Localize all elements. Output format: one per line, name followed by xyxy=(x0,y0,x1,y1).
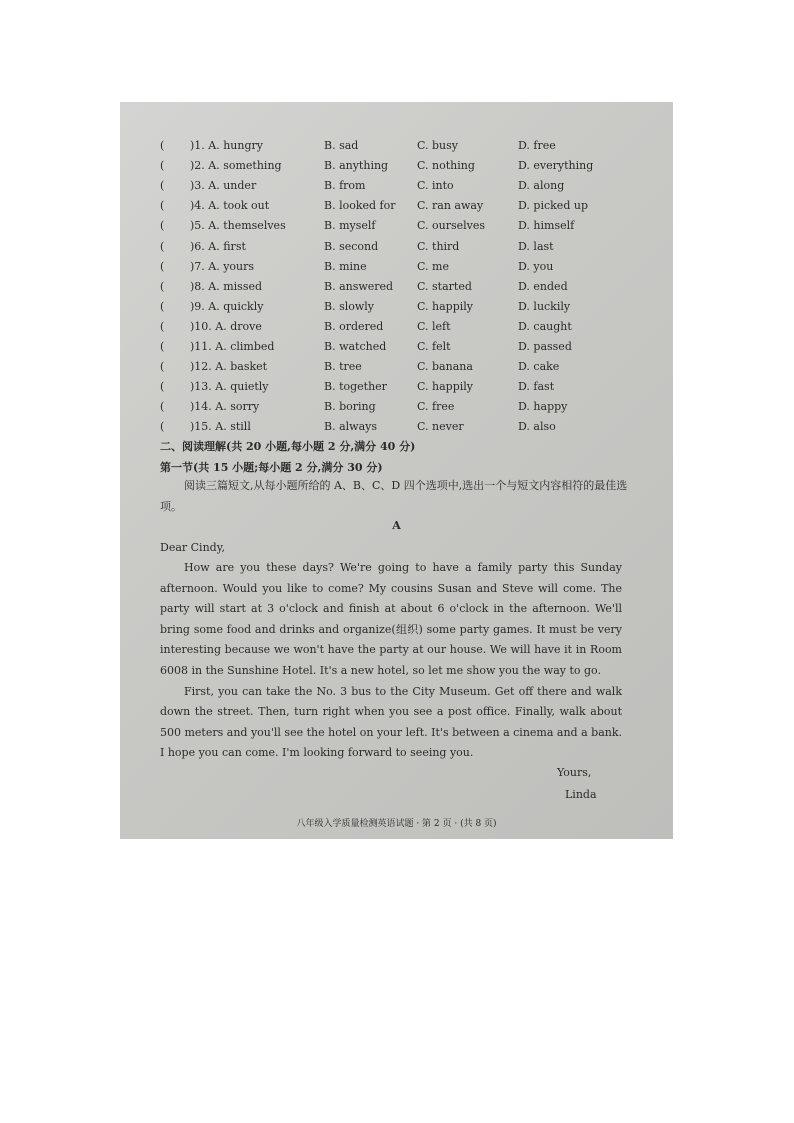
option-a: )3. A. under xyxy=(190,179,257,193)
answer-paren: ( xyxy=(160,199,165,213)
option-d: D. caught xyxy=(518,319,572,333)
option-b: B. watched xyxy=(324,340,387,353)
question-row xyxy=(160,159,640,179)
option-a: )14. A. sorry xyxy=(190,400,260,414)
option-d: D. luckily xyxy=(518,299,571,313)
option-a: )7. A. yours xyxy=(190,259,255,273)
answer-paren: ( xyxy=(160,139,165,152)
question-row xyxy=(160,400,640,420)
option-b: B. together xyxy=(324,380,387,394)
option-a: )6. A. first xyxy=(190,239,246,253)
answer-paren: ( xyxy=(160,279,165,293)
answer-paren: ( xyxy=(160,420,165,434)
letter-signature: Linda xyxy=(565,788,597,801)
document-photo xyxy=(120,102,673,839)
letter-salutation: Dear Cindy, xyxy=(160,541,225,554)
option-b: B. myself xyxy=(324,219,376,233)
option-c: C. left xyxy=(417,319,451,333)
option-c: C. into xyxy=(417,179,454,193)
option-d: D. last xyxy=(518,239,554,253)
option-a: )9. A. quickly xyxy=(190,299,264,313)
option-b: B. second xyxy=(324,239,379,253)
option-c: C. banana xyxy=(417,360,473,374)
question-row xyxy=(160,300,640,320)
question-row xyxy=(160,380,640,400)
option-b: B. tree xyxy=(324,360,362,374)
page-footer: 八年级入学质量检测英语试题 · 第 2 页 · (共 8 页) xyxy=(296,819,497,829)
option-d: D. himself xyxy=(518,219,575,233)
question-row xyxy=(160,260,640,280)
option-a: )8. A. missed xyxy=(190,279,263,293)
option-b: B. slowly xyxy=(324,299,375,313)
option-a: )1. A. hungry xyxy=(190,139,263,152)
option-b: B. mine xyxy=(324,259,367,273)
question-row xyxy=(160,179,640,199)
option-d: D. happy xyxy=(518,400,568,414)
answer-paren: ( xyxy=(160,219,165,233)
letter-paragraph-2: First, you can take the No. 3 bus to the City Museum. Get off there and walk down the street. Then, turn right when you see a post office. Finally, walk about 500 meters and you'll see the hotel on your left. It's between a cinema and a bank. I hope you can come. I'm looking forward to seeing you. xyxy=(160,684,622,760)
option-c: C. me xyxy=(417,259,449,273)
option-c: C. ran away xyxy=(417,199,484,213)
option-d: D. everything xyxy=(518,159,594,173)
option-d: D. also xyxy=(518,420,556,434)
question-row xyxy=(160,219,640,239)
part-1-title: 第一节(共 15 小题;每小题 2 分,满分 30 分) xyxy=(160,461,383,474)
option-d: D. picked up xyxy=(518,199,588,213)
option-d: D. ended xyxy=(518,279,568,293)
answer-paren: ( xyxy=(160,319,165,333)
question-row xyxy=(160,240,640,260)
letter-body xyxy=(160,558,622,764)
answer-paren: ( xyxy=(160,360,165,374)
question-row xyxy=(160,340,640,360)
option-b: B. always xyxy=(324,420,377,434)
option-a: )15. A. still xyxy=(190,420,251,434)
answer-paren: ( xyxy=(160,299,165,313)
option-d: D. passed xyxy=(518,340,572,353)
option-a: )12. A. basket xyxy=(190,360,268,374)
answer-paren: ( xyxy=(160,239,165,253)
option-c: C. started xyxy=(417,279,472,293)
question-row xyxy=(160,139,640,159)
letter-closing: Yours, xyxy=(557,766,592,779)
option-c: C. ourselves xyxy=(417,219,486,233)
option-c: C. happily xyxy=(417,299,473,313)
option-a: )2. A. something xyxy=(190,159,282,173)
option-c: C. never xyxy=(417,420,464,434)
answer-paren: ( xyxy=(160,159,165,173)
option-c: C. busy xyxy=(417,139,459,152)
answer-paren: ( xyxy=(160,400,165,414)
option-c: C. happily xyxy=(417,380,473,394)
option-c: C. nothing xyxy=(417,159,475,173)
passage-label: A xyxy=(392,519,401,532)
option-c: C. third xyxy=(417,239,460,253)
option-d: D. you xyxy=(518,259,554,273)
option-a: )11. A. climbed xyxy=(190,340,275,353)
option-b: B. anything xyxy=(324,159,389,173)
question-row xyxy=(160,280,640,300)
question-row xyxy=(160,320,640,340)
answer-paren: ( xyxy=(160,179,165,193)
option-c: C. felt xyxy=(417,340,451,353)
option-c: C. free xyxy=(417,400,455,414)
option-a: )4. A. took out xyxy=(190,199,270,213)
option-a: )10. A. drove xyxy=(190,319,262,333)
answer-paren: ( xyxy=(160,380,165,394)
answer-paren: ( xyxy=(160,340,165,353)
section-2-title: 二、阅读理解(共 20 小题,每小题 2 分,满分 40 分) xyxy=(160,440,416,453)
option-d: D. free xyxy=(518,139,556,152)
option-b: B. ordered xyxy=(324,319,384,333)
option-d: D. cake xyxy=(518,360,560,374)
option-b: B. answered xyxy=(324,279,394,293)
option-a: )13. A. quietly xyxy=(190,380,269,394)
letter-paragraph-1: How are you these days? We're going to have a family party this Sunday afternoon. Would you like to come? My cousins Susan and Steve will come. The party will start at 3 o'clock and finish at about 6 o'clock in the afternoon. We'll bring some food and drinks and organize(组织) some party games. It must be very interesting because we won't have the party at our house. We will have it in Room 6008 in the Sunshine Hotel. It's a new hotel, so let me show you the way to go. xyxy=(160,561,622,677)
option-b: B. boring xyxy=(324,400,376,414)
answer-paren: ( xyxy=(160,259,165,273)
option-a: )5. A. themselves xyxy=(190,219,286,233)
reading-instructions: 阅读三篇短文,从每小题所给的 A、B、C、D 四个选项中,选出一个与短文内容相符的最佳选项。 xyxy=(160,479,628,513)
option-b: B. sad xyxy=(324,139,359,152)
question-row xyxy=(160,199,640,219)
option-b: B. looked for xyxy=(324,199,396,213)
option-b: B. from xyxy=(324,179,366,193)
option-d: D. fast xyxy=(518,380,555,394)
option-d: D. along xyxy=(518,179,565,193)
question-row xyxy=(160,360,640,380)
